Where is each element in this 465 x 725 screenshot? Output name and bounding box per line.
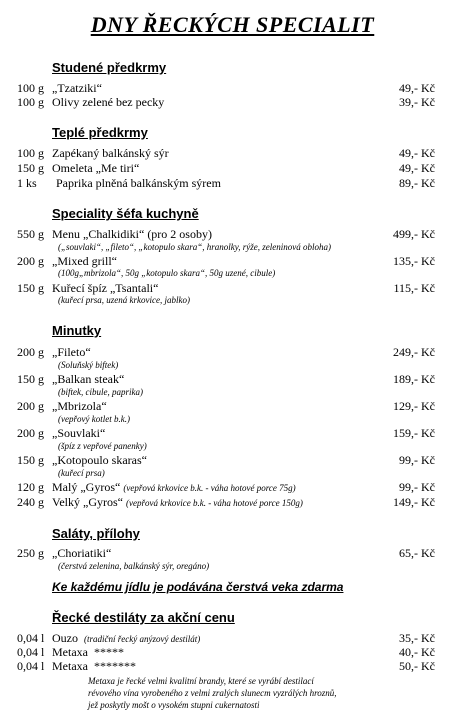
item-note: (čerstvá zelenina, balkánský sýr, oregáno) xyxy=(58,561,210,571)
metaxa-description-line: jež poskytly mošt o vysokém stupni cukernatosti xyxy=(88,700,260,710)
section-heading-studene: Studené předkrmy xyxy=(52,60,167,75)
item-name-text: Velký „Gyros“ xyxy=(52,495,123,509)
item-name: „Mbrizola“ xyxy=(52,399,107,413)
item-price: 49,- Kč xyxy=(399,81,435,95)
item-price: 35,- Kč xyxy=(399,631,435,645)
item-note: (vepřová krkovice b.k. - váha hotové porce 75g) xyxy=(123,483,296,493)
item-price: 149,- Kč xyxy=(393,495,435,509)
item-price: 49,- Kč xyxy=(399,146,435,160)
item-name: Omeleta „Me tiri“ xyxy=(52,161,140,175)
item-quantity: 200 g xyxy=(17,426,44,440)
menu-row xyxy=(0,631,465,645)
item-quantity: 100 g xyxy=(17,95,44,109)
metaxa-description-line: révového vína vyrobeného z velmi zralých slunecm vyzrálých hroznů, xyxy=(88,688,337,698)
menu-row xyxy=(0,426,465,440)
page-title: DNY ŘECKÝCH SPECIALIT xyxy=(90,12,375,37)
item-price: 65,- Kč xyxy=(399,546,435,560)
item-name: Metaxa ******* xyxy=(52,659,136,673)
item-name: Zapékaný balkánský sýr xyxy=(52,146,169,160)
menu-row xyxy=(0,146,465,160)
item-price: 115,- Kč xyxy=(393,281,435,295)
item-note: (špíz z vepřové panenky) xyxy=(58,441,147,451)
item-note: (tradiční řecký anýzový destilát) xyxy=(84,634,201,644)
menu-row xyxy=(0,645,465,659)
item-price: 189,- Kč xyxy=(393,372,435,386)
free-bread-notice: Ke každému jídlu je podávána čerstvá veka zdarma xyxy=(52,580,344,594)
item-quantity: 200 g xyxy=(17,399,44,413)
item-quantity: 150 g xyxy=(17,453,44,467)
item-name: Menu „Chalkidiki“ (pro 2 osoby) xyxy=(52,227,212,241)
item-name: „Tzatziki“ xyxy=(52,81,102,95)
menu-row xyxy=(0,372,465,386)
item-name: „Fileto“ xyxy=(52,345,91,359)
item-note: (kuřecí prsa, uzená krkovice, jablko) xyxy=(58,295,190,305)
item-quantity: 150 g xyxy=(17,161,44,175)
menu-row xyxy=(0,345,465,359)
item-name-text: Ouzo xyxy=(52,631,78,645)
menu-row xyxy=(0,254,465,268)
item-price: 249,- Kč xyxy=(393,345,435,359)
item-name xyxy=(52,495,303,510)
metaxa-description-line: Metaxa je řecké velmi kvalitní brandy, které se vyrábí destilací xyxy=(88,676,314,686)
item-name: Paprika plněná balkánským sýrem xyxy=(56,176,221,190)
item-name-text: Malý „Gyros“ xyxy=(52,480,121,494)
item-quantity: 240 g xyxy=(17,495,44,509)
item-name: „Balkan steak“ xyxy=(52,372,125,386)
item-price: 129,- Kč xyxy=(393,399,435,413)
item-note: (vepřový kotlet b.k.) xyxy=(58,414,130,424)
item-name: Olivy zelené bez pecky xyxy=(52,95,165,109)
menu-row xyxy=(0,81,465,95)
item-name: „Mixed grill“ xyxy=(52,254,117,268)
item-name: Kuřecí špíz „Tsantali“ xyxy=(52,281,159,295)
menu-row xyxy=(0,281,465,295)
item-name xyxy=(52,631,200,646)
item-price: 499,- Kč xyxy=(393,227,435,241)
section-heading-minutky: Minutky xyxy=(52,323,102,338)
item-note: (biftek, cibule, paprika) xyxy=(58,387,143,397)
item-price: 99,- Kč xyxy=(399,480,435,494)
menu-row xyxy=(0,176,465,190)
item-name: „Kotopoulo skaras“ xyxy=(52,453,147,467)
item-quantity: 200 g xyxy=(17,345,44,359)
menu-row xyxy=(0,161,465,175)
item-name: Metaxa ***** xyxy=(52,645,124,659)
item-quantity: 100 g xyxy=(17,146,44,160)
item-note: (Soluňský biftek) xyxy=(58,360,119,370)
item-note: („souvlaki“, „fileto“, „kotopulo skara“, hranolky, rýže, zeleninová obloha) xyxy=(58,242,331,252)
item-name: „Choriatiki“ xyxy=(52,546,112,560)
item-quantity: 100 g xyxy=(17,81,44,95)
item-quantity: 150 g xyxy=(17,281,44,295)
section-heading-salaty: Saláty, přílohy xyxy=(52,526,140,541)
item-price: 50,- Kč xyxy=(399,659,435,673)
menu-row xyxy=(0,495,465,509)
section-heading-teple: Teplé předkrmy xyxy=(52,125,148,140)
item-quantity: 250 g xyxy=(17,546,44,560)
item-quantity: 0,04 l xyxy=(17,659,45,673)
item-note: (kuřecí prsa) xyxy=(58,468,105,478)
item-name xyxy=(52,480,296,495)
menu-row xyxy=(0,480,465,494)
item-quantity: 150 g xyxy=(17,372,44,386)
item-quantity: 1 ks xyxy=(17,176,37,190)
menu-row xyxy=(0,95,465,109)
item-price: 40,- Kč xyxy=(399,645,435,659)
item-price: 49,- Kč xyxy=(399,161,435,175)
section-heading-speciality: Speciality šéfa kuchyně xyxy=(52,206,199,221)
item-price: 99,- Kč xyxy=(399,453,435,467)
menu-row xyxy=(0,453,465,467)
item-price: 39,- Kč xyxy=(399,95,435,109)
item-quantity: 0,04 l xyxy=(17,631,45,645)
item-price: 135,- Kč xyxy=(393,254,435,268)
item-price: 159,- Kč xyxy=(393,426,435,440)
item-quantity: 200 g xyxy=(17,254,44,268)
menu-row xyxy=(0,659,465,673)
item-quantity: 120 g xyxy=(17,480,44,494)
menu-row xyxy=(0,227,465,241)
menu-row xyxy=(0,546,465,560)
item-quantity: 0,04 l xyxy=(17,645,45,659)
section-heading-destilaty: Řecké destiláty za akční cenu xyxy=(52,610,235,625)
item-price: 89,- Kč xyxy=(399,176,435,190)
item-name: „Souvlaki“ xyxy=(52,426,106,440)
item-quantity: 550 g xyxy=(17,227,44,241)
item-note: (100g„mbrizola“, 50g „kotopulo skara“, 50g uzené, cibule) xyxy=(58,268,276,278)
item-note: (vepřová krkovice b.k. - váha hotové porce 150g) xyxy=(125,498,303,508)
menu-row xyxy=(0,399,465,413)
